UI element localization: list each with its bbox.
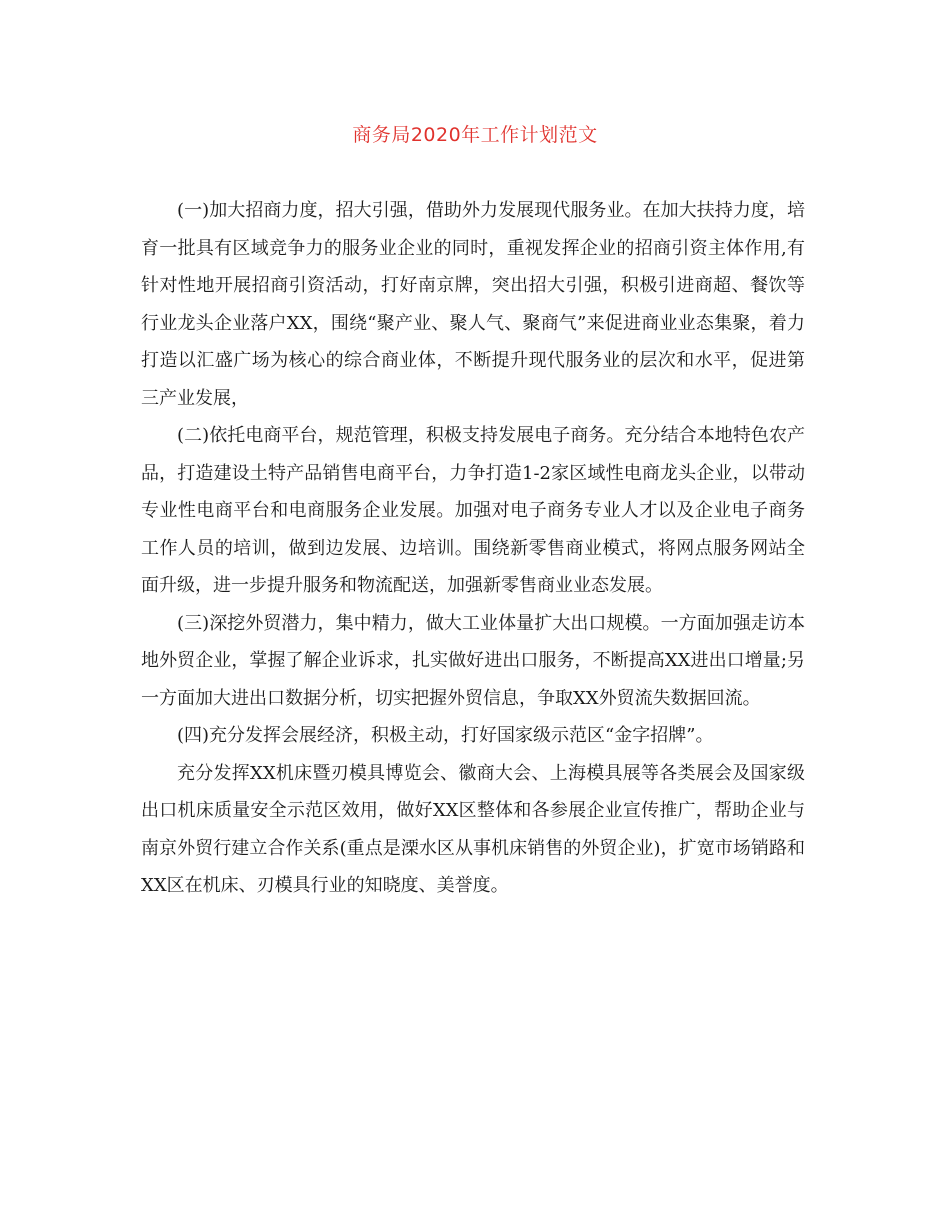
paragraph-3: (三)深挖外贸潜力，集中精力，做大工业体量扩大出口规模。一方面加强走访本地外贸企业，掌握了解企业诉求，扎实做好进出口服务，不断提高XX进出口增量;另一方面加大进出口数据分析，切实把握外贸信息，争取XX外贸流失数据回流。 [141, 612, 805, 709]
paragraph-5: 充分发挥XX机床暨刃模具博览会、徽商大会、上海模具展等各类展会及国家级出口机床质量安全示范区效用，做好XX区整体和各参展企业宣传推广，帮助企业与南京外贸行建立合作关系(重点是溧水区从事机床销售的外贸企业)，扩宽市场销路和XX区在机床、刃模具行业的知晓度、美誉度。 [141, 762, 805, 896]
document-body [141, 192, 805, 905]
paragraph-1: (一)加大招商力度，招大引强，借助外力发展现代服务业。在加大扶持力度，培育一批具有区域竞争力的服务业企业的同时，重视发挥企业的招商引资主体作用,有针对性地开展招商引资活动，打好南京牌，突出招大引强，积极引进商超、餐饮等行业龙头企业落户XX，围绕“聚产业、聚人气、聚商气”来促进商业业态集聚，着力打造以汇盛广场为核心的综合商业体，不断提升现代服务业的层次和水平，促进第三产业发展， [141, 200, 805, 409]
paragraph-4: (四)充分发挥会展经济，积极主动，打好国家级示范区“金字招牌”。 [177, 725, 714, 746]
document-title: 商务局2020年工作计划范文 [352, 124, 598, 146]
paragraph-2: (二)依托电商平台，规范管理，积极支持发展电子商务。充分结合本地特色农产品，打造建设土特产品销售电商平台，力争打造1-2家区域性电商龙头企业，以带动专业性电商平台和电商服务企业发展。加强对电子商务专业人才以及企业电子商务工作人员的培训，做到边发展、边培训。围绕新零售商业模式，将网点服务网站全面升级，进一步提升服务和物流配送，加强新零售商业业态发展。 [141, 425, 805, 596]
